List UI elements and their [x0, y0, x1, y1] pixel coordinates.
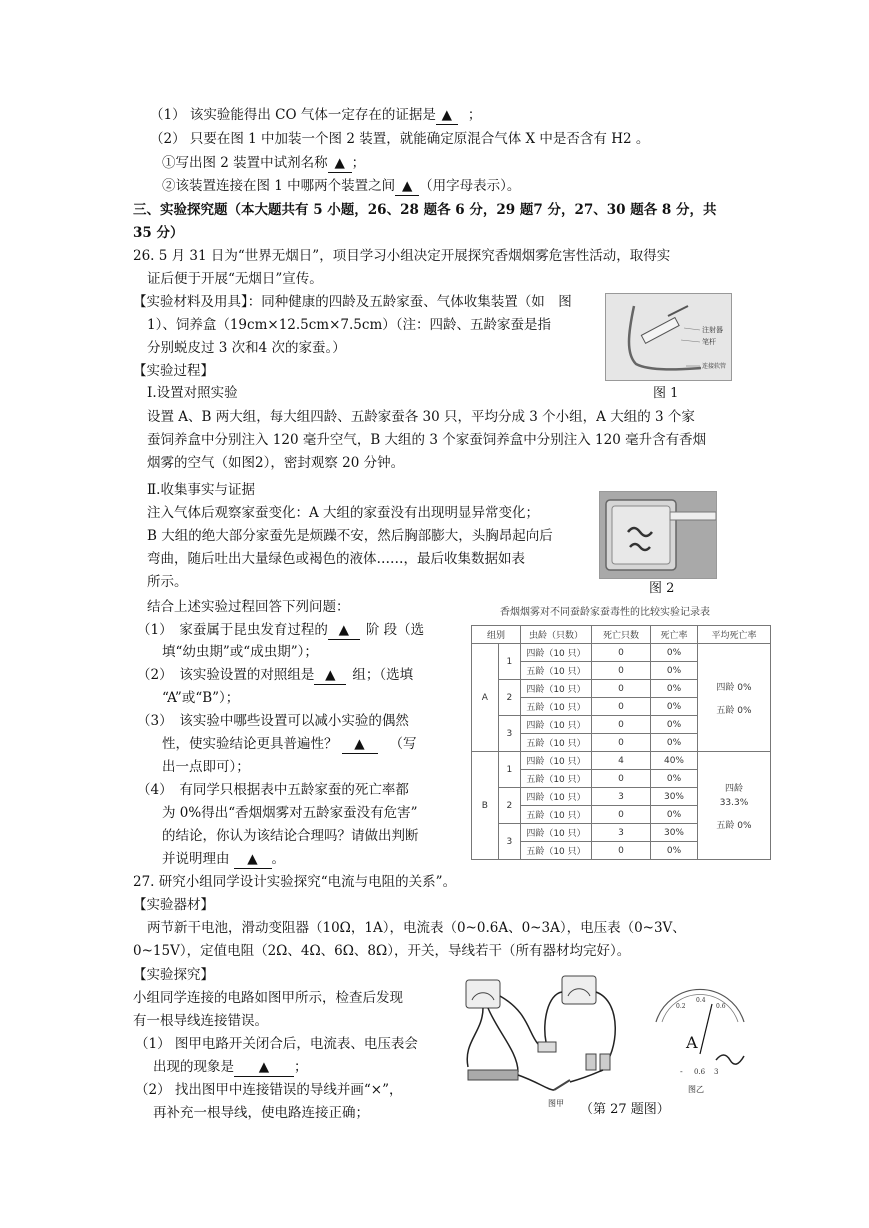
- table-row: B 1 四龄（10 只） 4 40% 四龄 33.3% 五龄 0%: [472, 752, 771, 770]
- answer-intro: 结合上述实验过程回答下列问题：: [147, 599, 350, 615]
- q26-sub2: （2） 该实验设置的对照组是 ▲ 组；（选填: [137, 667, 414, 683]
- q26-sub1: （1） 家蚕属于昆虫发育过程的 ▲ 阶 段（选: [137, 622, 425, 638]
- equipment-heading: 【实验器材】: [133, 897, 214, 913]
- svg-text:3: 3: [714, 1068, 719, 1076]
- q25-sub2: （2） 只要在图 1 中加装一个图 2 装置，就能确定原混合气体 X 中是否含有 H2 。: [150, 131, 650, 147]
- group-cell: A: [472, 644, 499, 752]
- q26-sub4-cont2: 的结论，你认为该结论合理吗？请做出判断: [162, 828, 419, 844]
- figure-1-caption: 图 1: [653, 386, 679, 401]
- q26-sub3-cont2: 出一点即可）；: [162, 759, 250, 775]
- process-step-2: Ⅱ.收集事实与证据: [147, 482, 255, 498]
- switch: [554, 1080, 570, 1090]
- col-group: 组别: [472, 626, 521, 644]
- figure-2-caption: 图 2: [649, 581, 675, 596]
- q27-sub1: （1） 图甲电路开关闭合后，电流表、电压表会: [135, 1036, 418, 1052]
- table-row: A 1 四龄（10 只） 0 0% 四龄 0% 五龄 0%: [472, 644, 771, 662]
- voltmeter: [466, 980, 500, 1008]
- label-syringe: 注射器: [702, 326, 723, 334]
- syringe-image: [606, 294, 731, 380]
- answer-blank[interactable]: ▲: [234, 850, 272, 869]
- ammeter: [562, 976, 596, 1004]
- battery-2: [600, 1054, 610, 1070]
- materials-line2: 1）、饲养盒（19cm×12.5cm×7.5cm）（注：四龄、五龄家蚕是指: [147, 317, 552, 333]
- table-row: 3 四龄（10 只） 3 30%: [472, 824, 771, 842]
- process-2-line1: 注入气体后观察家蚕变化：A 大组的家蚕没有出现明显异常变化；: [147, 505, 540, 521]
- process-2-line3: 弯曲，随后吐出大量绿色或褐色的液体……，最后收集数据如表: [147, 551, 525, 567]
- q26-sub3: （3） 该实验中哪些设置可以减小实验的偶然: [137, 713, 409, 729]
- process-1-line2: 蚕饲养盒中分别注入 120 毫升空气，B 大组的 3 个家蚕饲养盒中分别注入 120 毫升含有香烟: [147, 432, 707, 448]
- section-3-header-cont: 35 分）: [133, 225, 184, 241]
- process-1-line1: 设置 A、B 两大组，每大组四龄、五龄家蚕各 30 只，平均分成 3 个小组，A 大组的 3 个家: [147, 409, 695, 425]
- subgroup-cell: 1: [498, 644, 520, 680]
- table-title: 香烟烟雾对不同蚕龄家蚕毒性的比较实验记录表: [500, 607, 710, 618]
- svg-text:0.6: 0.6: [716, 1003, 726, 1010]
- q25-sub1: （1） 该实验能得出 CO 气体一定存在的证据是 ▲ ；: [150, 107, 482, 123]
- svg-text:0.4: 0.4: [696, 997, 706, 1004]
- table-row: 2 四龄（10 只） 0 0%: [472, 680, 771, 698]
- svg-text:0.6: 0.6: [694, 1068, 706, 1076]
- equipment-line1: 两节新干电池，滑动变阻器（10Ω，1A），电流表（0~0.6A、0~3A），电压表（0~3V、: [147, 920, 686, 936]
- svg-text:-: -: [680, 1067, 683, 1076]
- process-2-line4: 所示。: [147, 574, 188, 590]
- silkworm-box-image: [600, 492, 716, 578]
- table-row: 五龄（10 只） 0 0%: [472, 698, 771, 716]
- table-row: 2 四龄（10 只） 3 30%: [472, 788, 771, 806]
- equipment-line2: 0~15V），定值电阻（2Ω、4Ω、6Ω、8Ω），开关，导线若干（所有器材均完好）。: [133, 943, 631, 959]
- process-1-line3: 烟雾的空气（如图2），密封观察 20 分钟。: [147, 455, 405, 471]
- answer-blank[interactable]: ▲: [395, 177, 419, 196]
- figure-2-box-photo: [599, 491, 717, 579]
- q26-sub1-cont: 填“幼虫期”或“成虫期”）；: [162, 644, 318, 660]
- battery-1: [586, 1054, 596, 1070]
- col-avg: 平均死亡率: [698, 626, 771, 644]
- answer-blank[interactable]: ▲: [328, 154, 352, 173]
- q27-sub2: （2） 找出图甲中连接错误的导线并画“×”，: [135, 1082, 403, 1098]
- circuit-diagram-jia: [458, 972, 640, 1110]
- answer-blank[interactable]: ▲: [234, 1058, 294, 1077]
- q25-sub2-1: ①写出图 2 装置中试剂名称 ▲ ；: [162, 155, 366, 171]
- answer-blank[interactable]: ▲: [328, 621, 360, 640]
- q26-sub3-cont: 性，使实验结论更具普遍性？ ▲ （写: [162, 736, 417, 752]
- q26-stem-cont: 证后便于开展“无烟日”宣传。: [147, 271, 323, 287]
- answer-blank[interactable]: ▲: [436, 106, 458, 125]
- rheostat: [468, 1070, 518, 1080]
- avg-cell-B: 四龄 33.3% 五龄 0%: [698, 752, 771, 860]
- explore-line2: 有一根导线连接错误。: [133, 1013, 268, 1029]
- ammeter-dial-yi: [650, 972, 750, 1096]
- q26-sub4: （4） 有同学只根据表中五龄家蚕的死亡率都: [137, 782, 409, 798]
- q26-stem: 26. 5 月 31 日为“世界无烟日”，项目学习小组决定开展探究香烟烟雾危害性活动，取得实: [133, 248, 671, 264]
- q25-sub2-2: ②该装置连接在图 1 中哪两个装置之间 ▲ （用字母表示）。: [162, 178, 521, 194]
- fixed-resistor: [538, 1042, 556, 1052]
- table-row: 五龄（10 只） 0 0%: [472, 770, 771, 788]
- table-row: 3 四龄（10 只） 0 0%: [472, 716, 771, 734]
- q27-stem: 27. 研究小组同学设计实验探究“电流与电阻的关系”。: [133, 874, 457, 890]
- col-rate: 死亡率: [651, 626, 698, 644]
- col-age: 虫龄（只数）: [521, 626, 592, 644]
- explore-line1: 小组同学连接的电路如图甲所示，检查后发现: [133, 990, 403, 1006]
- avg-cell-A: 四龄 0% 五龄 0%: [698, 644, 771, 752]
- table-row: 五龄（10 只） 0 0%: [472, 662, 771, 680]
- answer-blank[interactable]: ▲: [342, 735, 378, 754]
- table-row: 五龄（10 只） 0 0%: [472, 842, 771, 860]
- q26-sub4-cont1: 为 0%得出“香烟烟雾对五龄家蚕没有危害”: [162, 805, 418, 821]
- q27-sub2-cont: 再补充一根导线，使电路连接正确；: [153, 1105, 369, 1121]
- explore-heading: 【实验探究】: [133, 967, 214, 983]
- table-row: 五龄（10 只） 0 0%: [472, 806, 771, 824]
- q26-sub2-cont: “A”或“B”）；: [162, 690, 240, 706]
- q27-sub1-cont: 出现的现象是 ▲ ；: [153, 1059, 308, 1075]
- q26-sub4-cont3: 并说明理由 ▲ 。: [162, 851, 285, 867]
- table-row: 五龄（10 只） 0 0%: [472, 734, 771, 752]
- figure-1-syringe-photo: [605, 293, 732, 381]
- caption-yi: 图乙: [688, 1085, 704, 1094]
- table-header-row: [472, 626, 771, 644]
- section-3-header: 三、实验探究题（本大题共有 5 小题，26、28 题各 6 分，29 题7 分，27、30 题各 8 分，共: [133, 202, 717, 218]
- materials-line3: 分别蜕皮过 3 次和4 次的家蚕。）: [147, 340, 346, 356]
- silkworm-record-table: [471, 625, 771, 860]
- meter-needle: [700, 1004, 712, 1054]
- materials-line1: 【实验材料及用具】：同种健康的四龄及五龄家蚕、气体收集装置（如 图: [133, 294, 572, 310]
- caption-jia: 图甲: [548, 1099, 564, 1108]
- label-pen: 笔杆: [702, 338, 716, 346]
- label-tube: 连接软管: [702, 363, 727, 370]
- answer-blank[interactable]: ▲: [314, 666, 346, 685]
- process-step-1: Ⅰ.设置对照实验: [147, 385, 238, 401]
- q27-figure-caption: （第 27 题图）: [580, 1102, 670, 1117]
- svg-text:0.2: 0.2: [676, 1003, 686, 1010]
- col-dead: 死亡只数: [592, 626, 651, 644]
- process-2-line2: B 大组的绝大部分家蚕先是烦躁不安，然后胸部膨大，头胸昂起向后: [147, 528, 553, 544]
- meter-symbol: A: [686, 1033, 698, 1052]
- group-cell: B: [472, 752, 499, 860]
- process-heading: 【实验过程】: [133, 363, 214, 379]
